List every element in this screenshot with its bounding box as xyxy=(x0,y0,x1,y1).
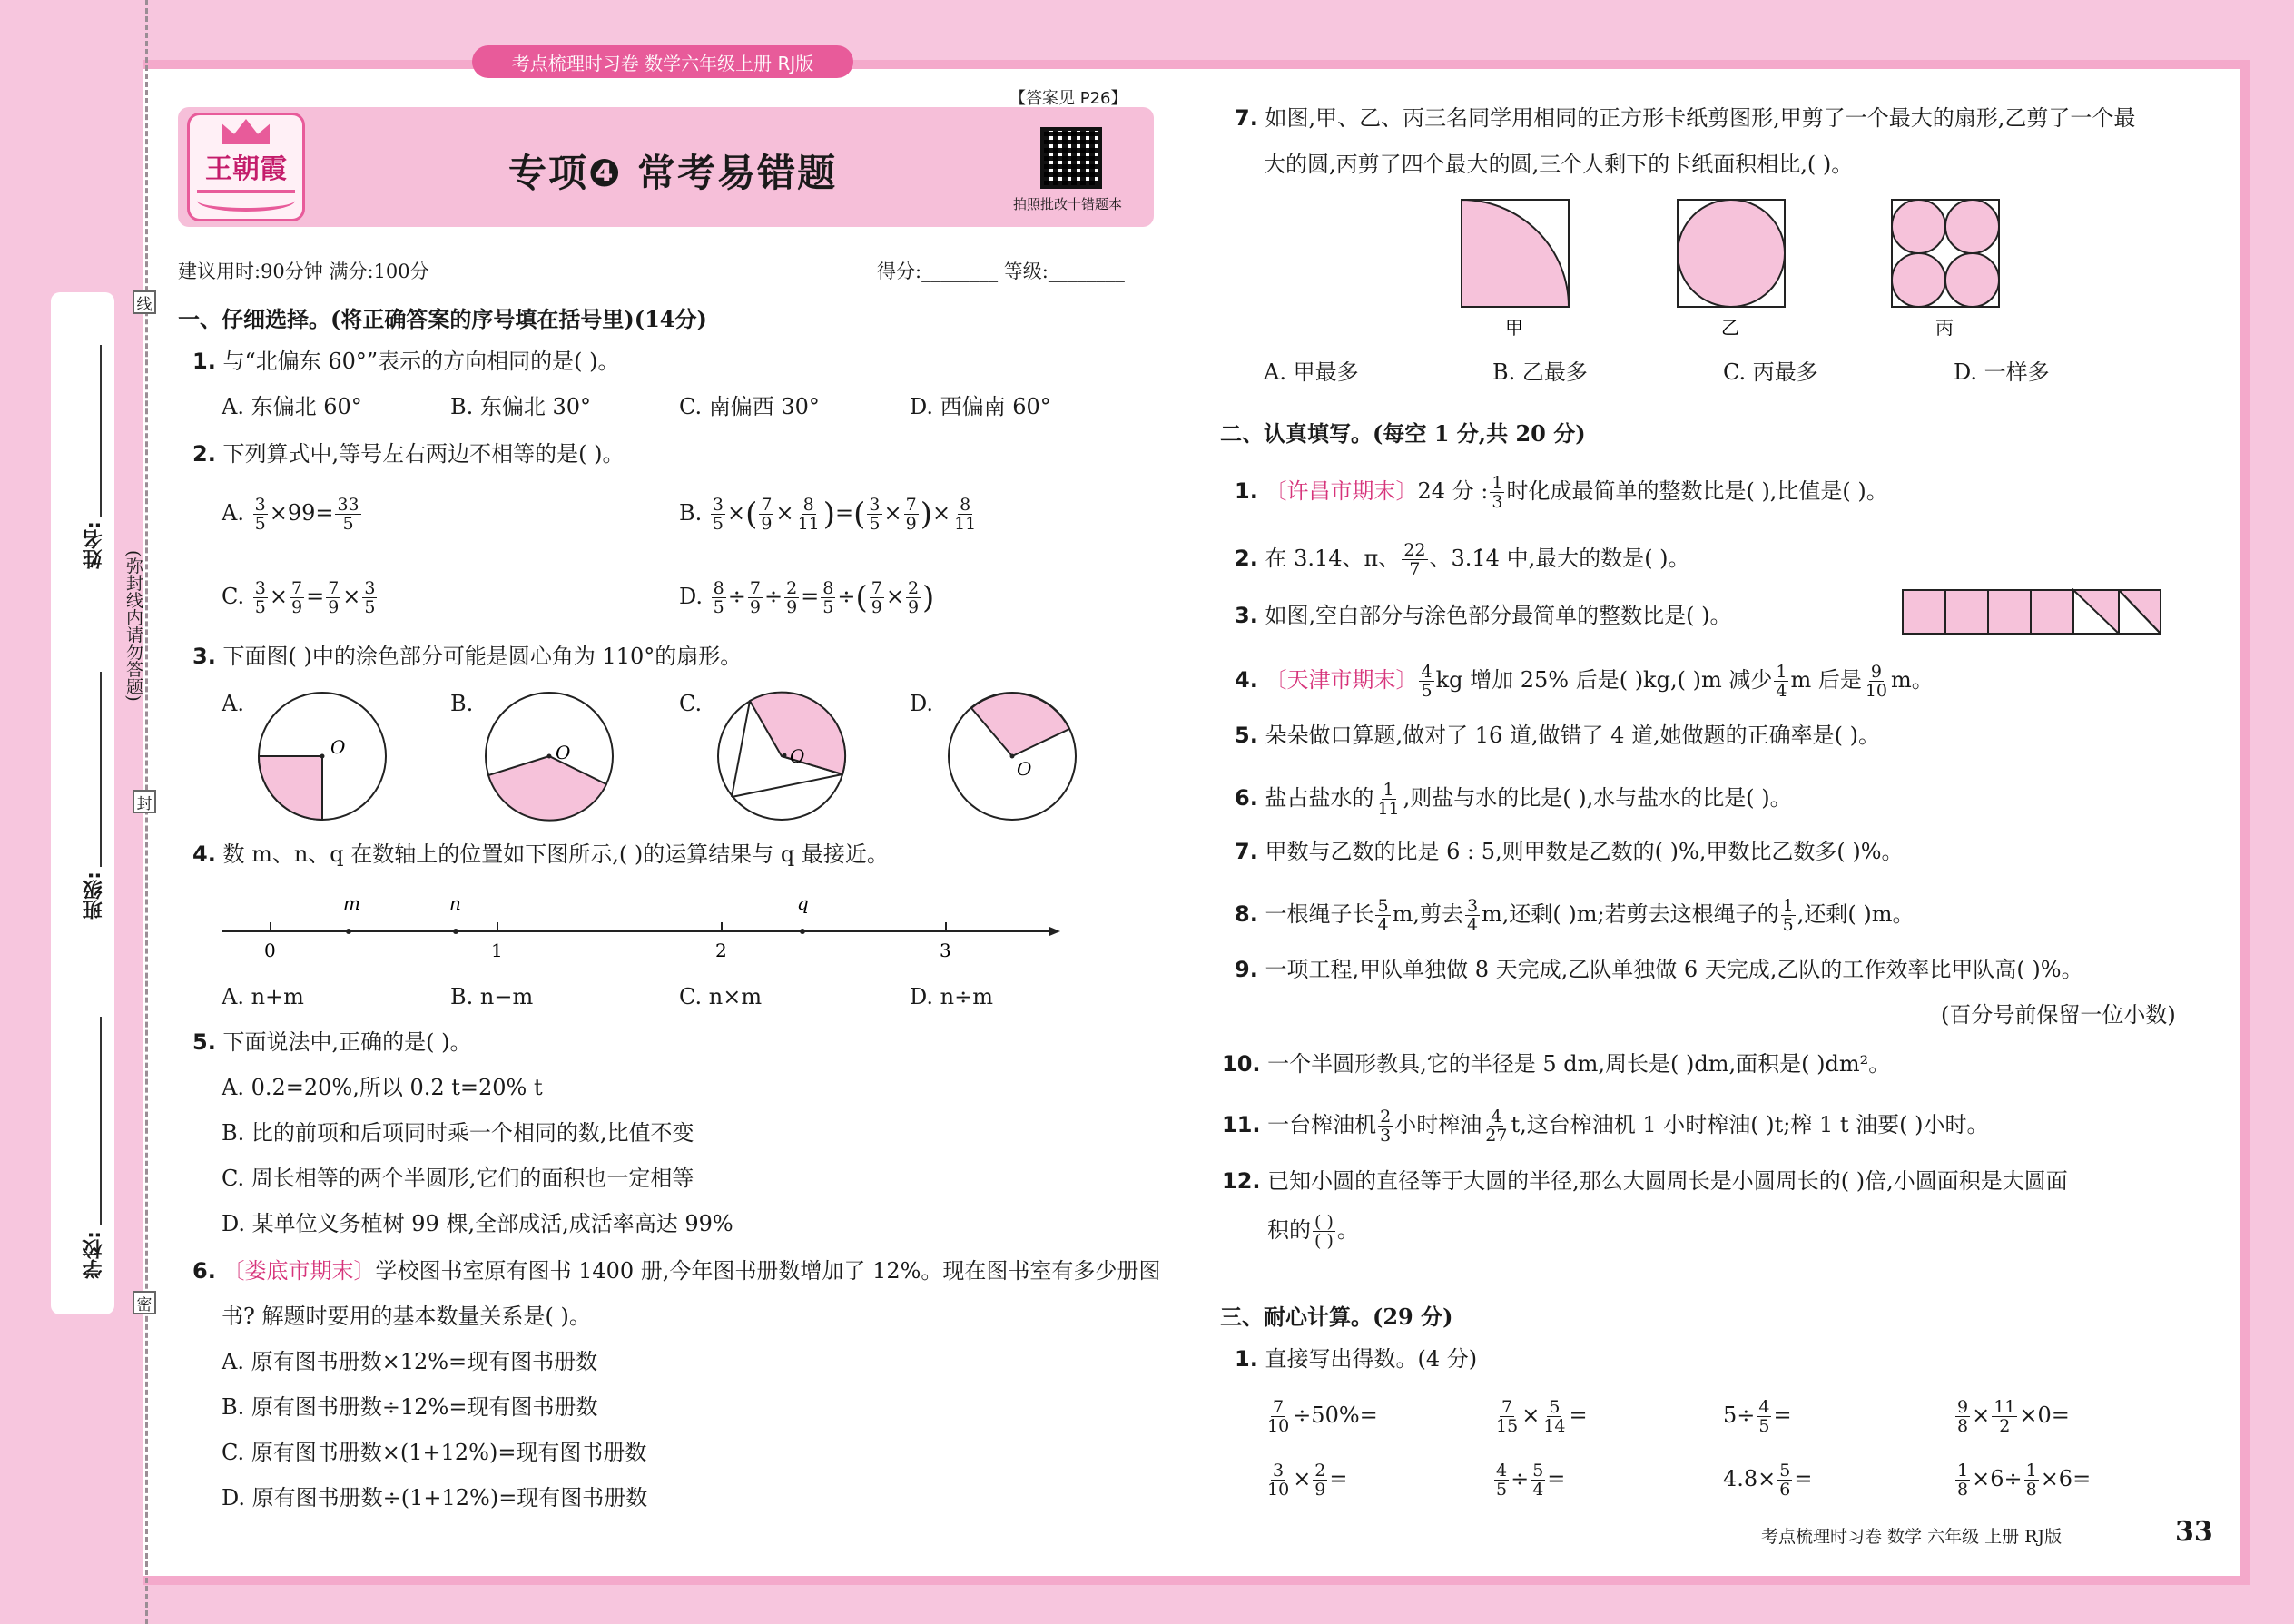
s1-q5: 5. 下面说法中,正确的是( )。 xyxy=(192,1029,472,1055)
class-label: 班级: xyxy=(83,871,105,920)
seal-mark-line: 线 xyxy=(133,290,156,314)
s1-q7-option-d[interactable]: D. 一样多 xyxy=(1954,359,2050,385)
s2-q9-note: (百分号前保留一位小数) xyxy=(1941,1002,2176,1028)
s1-q5-option-c[interactable]: C. 周长相等的两个半圆形,它们的面积也一定相等 xyxy=(222,1166,694,1191)
q3-figure-b xyxy=(481,688,617,824)
q3-figure-d xyxy=(944,688,1080,824)
s2-q7: 7. 甲数与乙数的比是 6 : 5,则甲数是乙数的( )%,甲数比乙数多( )%。 xyxy=(1235,839,1904,864)
page-number: 33 xyxy=(2175,1516,2213,1548)
svg-text:0: 0 xyxy=(264,940,276,960)
s1-q4-option-d[interactable]: D. n÷m xyxy=(910,984,993,1009)
school-line[interactable] xyxy=(100,1017,102,1225)
seal-mark-seal: 封 xyxy=(133,790,156,813)
s1-q3-option-c[interactable]: C. xyxy=(679,691,703,716)
header-tab: 考点梳理时习卷 数学六年级上册 RJ版 xyxy=(472,45,853,78)
logo-ribbon-icon xyxy=(197,190,295,212)
s1-q5-option-b[interactable]: B. 比的前项和后项同时乘一个相同的数,比值不变 xyxy=(222,1120,694,1146)
time-score-info: 建议用时:90分钟 满分:100分 xyxy=(178,261,429,282)
s1-q4-option-b[interactable]: B. n−m xyxy=(450,984,534,1009)
svg-text:O: O xyxy=(790,745,805,767)
svg-text:O: O xyxy=(1017,758,1032,780)
name-line[interactable] xyxy=(100,345,102,517)
s1-q2: 2. 下列算式中,等号左右两边不相等的是( )。 xyxy=(192,441,625,467)
s2-q3: 3. 如图,空白部分与涂色部分最简单的整数比是( )。 xyxy=(1235,603,1732,628)
s1-q1-option-a[interactable]: A. 东偏北 60° xyxy=(222,394,362,419)
s1-q5-option-a[interactable]: A. 0.2=20%,所以 0.2 t=20% t xyxy=(222,1075,543,1100)
s1-q7: 7. 如图,甲、乙、丙三名同学用相同的正方形卡纸剪图形,甲剪了一个最大的扇形,乙剪了一个最 xyxy=(1235,105,2136,131)
publisher-logo xyxy=(187,113,305,221)
school-label: 学校: xyxy=(83,1231,105,1279)
svg-text:2: 2 xyxy=(715,940,727,960)
calc-6: $\frac{4}{5}$ ÷ $\frac{5}{4}$ = xyxy=(1496,1461,1566,1500)
seal-mark-secret: 密 xyxy=(133,1291,156,1314)
s1-q3-option-d[interactable]: D. xyxy=(910,691,934,716)
svg-text:n: n xyxy=(449,892,461,914)
s1-q7-option-b[interactable]: B. 乙最多 xyxy=(1492,359,1588,385)
section-1-title: 一、仔细选择。(将正确答案的序号填在括号里)(14分) xyxy=(178,306,707,332)
qr-caption: 拍照批改十错题本 xyxy=(1013,196,1123,212)
calc-5: $\frac{3}{10}$ × $\frac{2}{9}$ = xyxy=(1267,1461,1348,1500)
s1-q1-option-d[interactable]: D. 西偏南 60° xyxy=(910,394,1051,419)
s1-q3: 3. 下面图( )中的涂色部分可能是圆心角为 110°的扇形。 xyxy=(192,644,743,669)
s1-q6-line2: 书? 解题时要用的基本数量关系是( )。 xyxy=(222,1304,591,1329)
answer-reference: 【答案见 P26】 xyxy=(1009,89,1127,108)
s2-q3-strip-figure xyxy=(1901,588,2164,635)
svg-text:O: O xyxy=(330,736,346,758)
calc-2: $\frac{7}{15}$ × $\frac{5}{14}$ = xyxy=(1496,1397,1588,1436)
page-title: 专项❹ 常考易错题 xyxy=(508,151,838,195)
s1-q2-option-b[interactable]: B. $\frac{3}{5}$ ×( $\frac{7}{9}$ × $\frac{8}{11}$ )=( $\frac{3}{5}$ × $\frac{7}{9}$ )× $\frac{8}{11}$ xyxy=(679,495,977,534)
s1-q4-option-c[interactable]: C. n×m xyxy=(679,984,763,1009)
crown-icon xyxy=(222,119,270,144)
s2-q4: 4. 〔天津市期末〕 $\frac{4}{5}$ kg 增加 25% 后是( )kg,( )m 减少 $\frac{1}{4}$ m 后是 $\frac{9}{10}$ m。 xyxy=(1235,662,1934,701)
student-info-strip xyxy=(51,292,114,1314)
footer-text: 考点梳理时习卷 数学 六年级 上册 RJ版 xyxy=(1761,1527,2063,1547)
s1-q6-option-d[interactable]: D. 原有图书册数÷(1+12%)=现有图书册数 xyxy=(222,1485,648,1511)
s1-q2-option-a[interactable]: A. $\frac{3}{5}$ ×99= $\frac{33}{5}$ xyxy=(222,495,359,534)
s1-q4-option-a[interactable]: A. n+m xyxy=(222,984,304,1009)
svg-text:甲: 甲 xyxy=(1505,317,1523,339)
s1-q7-option-c[interactable]: C. 丙最多 xyxy=(1723,359,1818,385)
s2-q12-line2: 积的 $\frac{( )}{( )}$ 。 xyxy=(1267,1212,1359,1251)
s1-q7-option-a[interactable]: A. 甲最多 xyxy=(1264,359,1359,385)
s2-q9: 9. 一项工程,甲队单独做 8 天完成,乙队单独做 6 天完成,乙队的工作效率比甲队高( )%。 xyxy=(1235,957,2083,982)
q7-figure-bing xyxy=(1890,198,2003,343)
svg-text:q: q xyxy=(797,892,809,914)
s1-q1: 1. 与“北偏东 60°”表示的方向相同的是( )。 xyxy=(192,349,620,374)
s3-q1: 1. 直接写出得数。(4 分) xyxy=(1235,1346,1478,1372)
qr-code-icon[interactable] xyxy=(1040,127,1102,189)
s1-q3-option-b[interactable]: B. xyxy=(450,691,474,716)
calc-8: $\frac{1}{8}$ ×6÷ $\frac{1}{8}$ ×6= xyxy=(1957,1461,2092,1500)
svg-text:丙: 丙 xyxy=(1935,317,1954,339)
s1-q6-option-c[interactable]: C. 原有图书册数×(1+12%)=现有图书册数 xyxy=(222,1440,647,1465)
name-label: 姓名: xyxy=(83,521,105,569)
s1-q6-option-a[interactable]: A. 原有图书册数×12%=现有图书册数 xyxy=(222,1349,598,1374)
q7-figure-jia xyxy=(1460,198,1572,343)
svg-text:1: 1 xyxy=(491,940,503,960)
s1-q7-line2: 大的圆,丙剪了四个最大的圆,三个人剩下的卡纸面积相比,( )。 xyxy=(1264,152,1854,177)
s2-q2: 2. 在 3.14、π、 $\frac{22}{7}$ 、3.1̇4̇ 中,最大的数是( )。 xyxy=(1235,540,1690,579)
svg-text:3: 3 xyxy=(940,940,951,960)
s1-q6-option-b[interactable]: B. 原有图书册数÷12%=现有图书册数 xyxy=(222,1394,598,1420)
s1-q5-option-d[interactable]: D. 某单位义务植树 99 棵,全部成活,成活率高达 99% xyxy=(222,1211,733,1236)
svg-text:m: m xyxy=(343,892,360,914)
q3-figure-a xyxy=(254,688,390,824)
s1-q2-option-d[interactable]: D. $\frac{8}{5}$ ÷ $\frac{7}{9}$ ÷ $\frac{2}{9}$ = $\frac{8}{5}$ ÷( $\frac{7}{9}$ × $\frac{2}{9}$ ) xyxy=(679,578,935,617)
s1-q1-option-c[interactable]: C. 南偏西 30° xyxy=(679,394,820,419)
s2-q5: 5. 朵朵做口算题,做对了 16 道,做错了 4 道,她做题的正确率是( )。 xyxy=(1235,723,1881,748)
score-grade-fields: 得分:________ 等级:________ xyxy=(877,261,1125,282)
s2-q8: 8. 一根绳子长 $\frac{5}{4}$ m,剪去 $\frac{3}{4}$ m,还剩( )m;若剪去这根绳子的 $\frac{1}{5}$ ,还剩( )m。 xyxy=(1235,896,1915,935)
s2-q12: 12. 已知小圆的直径等于大圆的半径,那么大圆周长是小圆周长的( )倍,小圆面积是大圆面 xyxy=(1222,1168,2068,1194)
number-line xyxy=(218,888,1071,960)
calc-1: $\frac{7}{10}$ ÷50%= xyxy=(1267,1397,1378,1436)
s1-q4: 4. 数 m、n、q 在数轴上的位置如下图所示,( )的运算结果与 q 最接近。 xyxy=(192,842,889,867)
svg-text:乙: 乙 xyxy=(1721,317,1739,339)
section-2-title: 二、认真填写。(每空 1 分,共 20 分) xyxy=(1220,420,1586,447)
svg-text:O: O xyxy=(556,742,571,763)
calc-7: 4.8× $\frac{5}{6}$ = xyxy=(1723,1461,1813,1500)
s2-q10: 10. 一个半圆形教具,它的半径是 5 dm,周长是( )dm,面积是( )dm²。 xyxy=(1222,1051,1891,1077)
s1-q3-option-a[interactable]: A. xyxy=(222,691,244,716)
q3-figure-c xyxy=(714,688,850,824)
s1-q1-option-b[interactable]: B. 东偏北 30° xyxy=(450,394,592,419)
s2-q6: 6. 盐占盐水的 $\frac{1}{11}$ ,则盐与水的比是( ),水与盐水的比是( )。 xyxy=(1235,780,1792,819)
s1-q2-option-c[interactable]: C. $\frac{3}{5}$ × $\frac{7}{9}$ = $\frac{7}{9}$ × $\frac{3}{5}$ xyxy=(222,578,376,617)
logo-text: 王朝霞 xyxy=(205,153,287,185)
s2-q1: 1. 〔许昌市期末〕24 分 : $\frac{1}{3}$ 时化成最简单的整数比是( ),比值是( )。 xyxy=(1235,473,1888,512)
calc-4: $\frac{9}{8}$ × $\frac{11}{2}$ ×0= xyxy=(1957,1397,2070,1436)
q7-figure-yi xyxy=(1676,198,1788,343)
section-3-title: 三、耐心计算。(29 分) xyxy=(1220,1304,1453,1330)
class-line[interactable] xyxy=(100,672,102,867)
calc-3: 5÷ $\frac{4}{5}$ = xyxy=(1723,1397,1792,1436)
s2-q11: 11. 一台榨油机 $\frac{2}{3}$ 小时榨油 $\frac{4}{27}$ t,这台榨油机 1 小时榨油( )t;榨 1 t 油要( )小时。 xyxy=(1222,1107,1989,1146)
s1-q6: 6. 〔娄底市期末〕学校图书室原有图书 1400 册,今年图书册数增加了 12%。现在图书室有多少册图 xyxy=(192,1258,1161,1284)
seal-line-note: (弥封线内请勿答题) xyxy=(123,550,143,702)
